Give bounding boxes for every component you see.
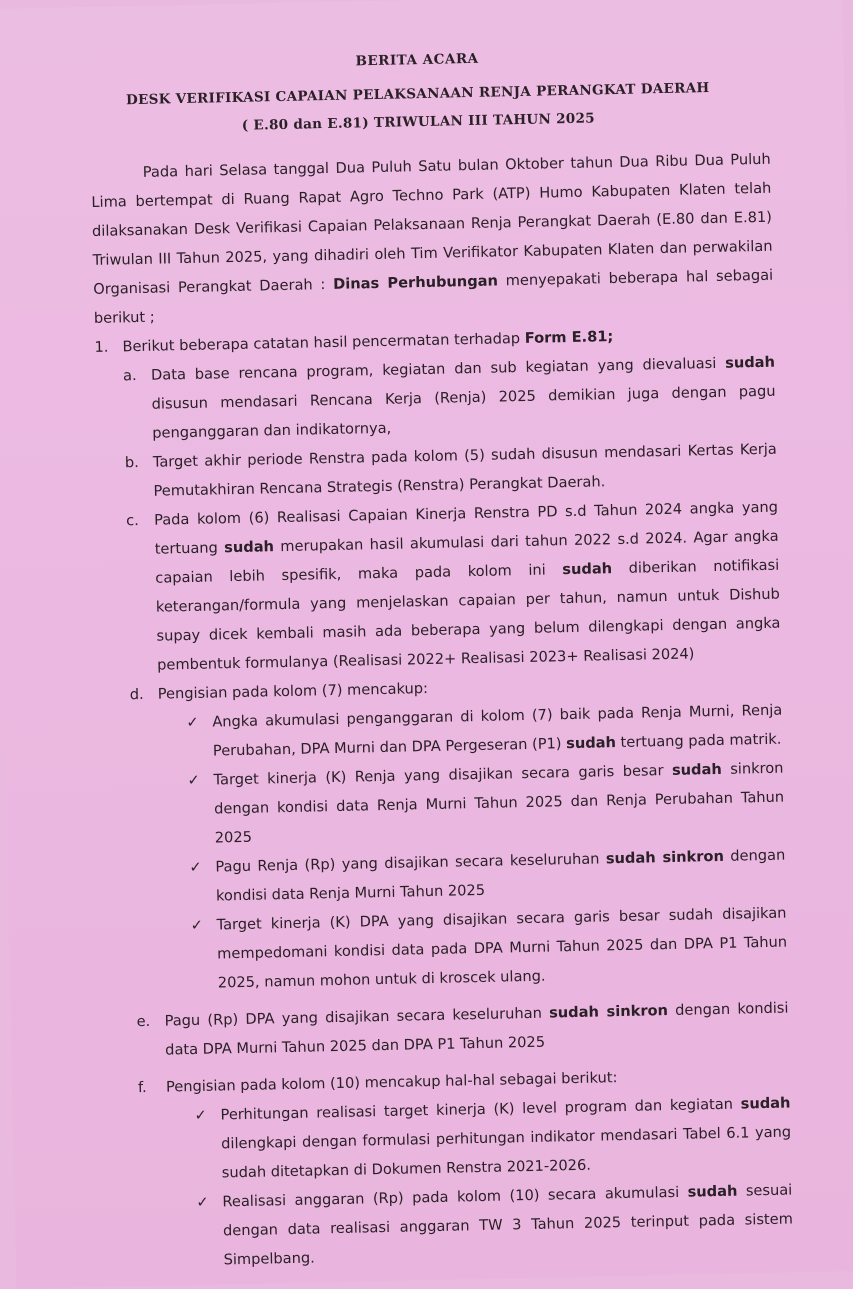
sub-item-b-text: Target akhir periode Renstra pada kolom (5) sudah disusun mendasari Kertas Kerja Pemutakhiran Rencana Strategis (Renstra) Perangkat Daerah. [152,440,777,500]
c-bold-2: sudah [562,560,613,579]
d-c1-text-1: Angka akumulasi penganggaran di kolom (7) baik pada Renja Murni, Renja Perubahan, DPA Murni dan DPA Pergeseran (P1) [212,701,783,760]
d-c2-bold: sudah [671,760,722,779]
sub-item-a-text [151,348,777,448]
e-bold-1: sudah sinkron [548,1002,669,1022]
f-c2-bold: sudah [687,1182,738,1201]
d-c1-text-2: tertuang pada matrik. [615,730,782,752]
item-1-label: Berikut beberapa catatan hasil pencermatan terhadap [122,329,525,356]
d-check-4 [190,899,788,998]
c-text-1: Pada kolom (6) Realisasi Capaian Kinerja Renstra PD s.d Tahun 2024 angka yang tertuang [153,498,779,558]
f-c1-text-1: Perhitungan realisasi target kinerja (K) level program dan kegiatan [220,1095,741,1124]
checkmark-icon: ✓ [196,1193,209,1211]
d-check-4-text: Target kinerja (K) DPA yang disajikan secara garis besar sudah disajikan mempedomani kondisi data pada DPA Murni Tahun 2025 dan DPA P1 Tahun 2025, namun mohon untuk di kroscek ulang. [216,904,788,992]
checkmark-icon: ✓ [190,916,204,935]
sub-item-f-label: f. [137,1078,147,1097]
sub-item-a [123,348,777,449]
a-bold-1: sudah [725,353,776,372]
d-check-2-text [213,754,785,853]
a-text-1: Data base rencana program, kegiatan dan sub kegiatan yang dievaluasi [150,354,726,384]
f-c1-text-2: dilengkapi dengan formulasi perhitungan indikator mendasari Tabel 6.1 yang sudah ditetapkan di Dokumen Renstra 2021-2026. [221,1123,792,1182]
sub-item-d-label: d. [129,685,144,704]
d-c3-text-2: dengan kondisi data Renja Murni Tahun 2025 [215,846,786,905]
item-1-number: 1. [94,338,109,356]
doc-title: BERITA ACARA [355,50,479,70]
f-check-1 [194,1089,792,1188]
doc-period: ( E.80 dan E.81) TRIWULAN III TAHUN 2025 [241,110,596,134]
checkmark-icon: ✓ [186,713,199,732]
f-c1-bold: sudah [740,1094,791,1113]
c-bold-1: sudah [224,538,275,557]
intro-text-end: menyepakati beberapa hal sebagai berikut ; [93,266,774,327]
item-1-form: Form E.81; [524,328,614,347]
f-c2-text-1: Realisasi anggaran (Rp) pada kolom (10) secara akumulasi [222,1183,688,1211]
c-text-3: diberikan notifikasi keterangan/formula yang menjelaskan capaian per tahun, namun untuk Dishub supay dicek kembali masih ada beberapa yang belum dilengkapi dengan angka pembentuk formulanya (Realisasi 2022+ Realisasi 2023+ Realisasi 2024) [155,556,781,674]
c-text-2: merupakan hasil akumulasi dari tahun 2022 s.d 2024. Agar angka capaian lebih spesifik, maka pada kolom ini [155,527,779,587]
d-c2-text-1: Target kinerja (K) Renja yang disajikan secara garis besar [213,761,673,789]
sub-item-c-text [154,493,782,680]
document-body [91,145,794,1277]
e-text-2: dengan kondisi data DPA Murni Tahun 2025 dan DPA P1 Tahun 2025 [165,999,789,1059]
d-c1-bold: sudah [565,734,617,753]
sub-item-c-label: c. [125,512,139,530]
intro-text: Pada hari Selasa tanggal Dua Puluh Satu bulan Oktober tahun Dua Ribu Dua Puluh Lima bertempat di Ruang Rapat Agro Techno Park (ATP) Humo Kabupaten Klaten telah dilaksanakan Desk Verifikasi Capaian Pelaksanaan Renja Perangkat Daerah (E.80 dan E.81) Triwulan III Tahun 2025, yang dihadiri oleh Tim Verifikator Kabupaten Klaten dan perwakilan Organisasi Perangkat Daerah : [91,150,773,298]
doc-subtitle: DESK VERIFIKASI CAPAIAN PELAKSANAAN RENJA PERANGKAT DAERAH [125,79,710,109]
d-c2-text-2: sinkron dengan kondisi data Renja Murni Tahun 2025 dan Renja Perubahan Tahun 2025 [213,759,785,847]
e-text-1: Pagu (Rp) DPA yang disajikan secara keseluruhan [164,1004,550,1030]
f-check-2 [196,1175,794,1274]
f-check-1-text [220,1089,792,1188]
d-c3-text-1: Pagu Renja (Rp) yang disajikan secara keseluruhan [215,850,607,876]
sub-item-b-label: b. [124,454,139,472]
checkmark-icon: ✓ [189,858,202,877]
f-c2-text-2: sesuai dengan data realisasi anggaran TW 3 Tahun 2025 terinput pada sistem Simpelbang. [222,1181,794,1269]
sub-item-a-label: a. [122,367,137,385]
intro-paragraph [91,145,774,333]
checkmark-icon: ✓ [194,1106,207,1124]
a-text-2: disusun mendasari Rencana Kerja (Renja) 2025 demikian juga dengan pagu penganggaran dan indikatornya, [151,382,776,442]
f-check-2-text [222,1175,794,1274]
sub-item-f-text: Pengisian pada kolom (10) mencakup hal-hal sebagai berikut: [165,1069,618,1096]
checkmark-icon: ✓ [187,771,200,790]
sub-item-c [126,493,782,681]
sub-item-e-label: e. [136,1012,151,1031]
d-check-2 [187,754,785,853]
sub-item-d-text: Pengisian pada kolom (7) mencakup: [157,680,429,703]
d-c3-bold: sudah sinkron [605,847,725,868]
intro-agency: Dinas Perhubungan [333,272,499,293]
